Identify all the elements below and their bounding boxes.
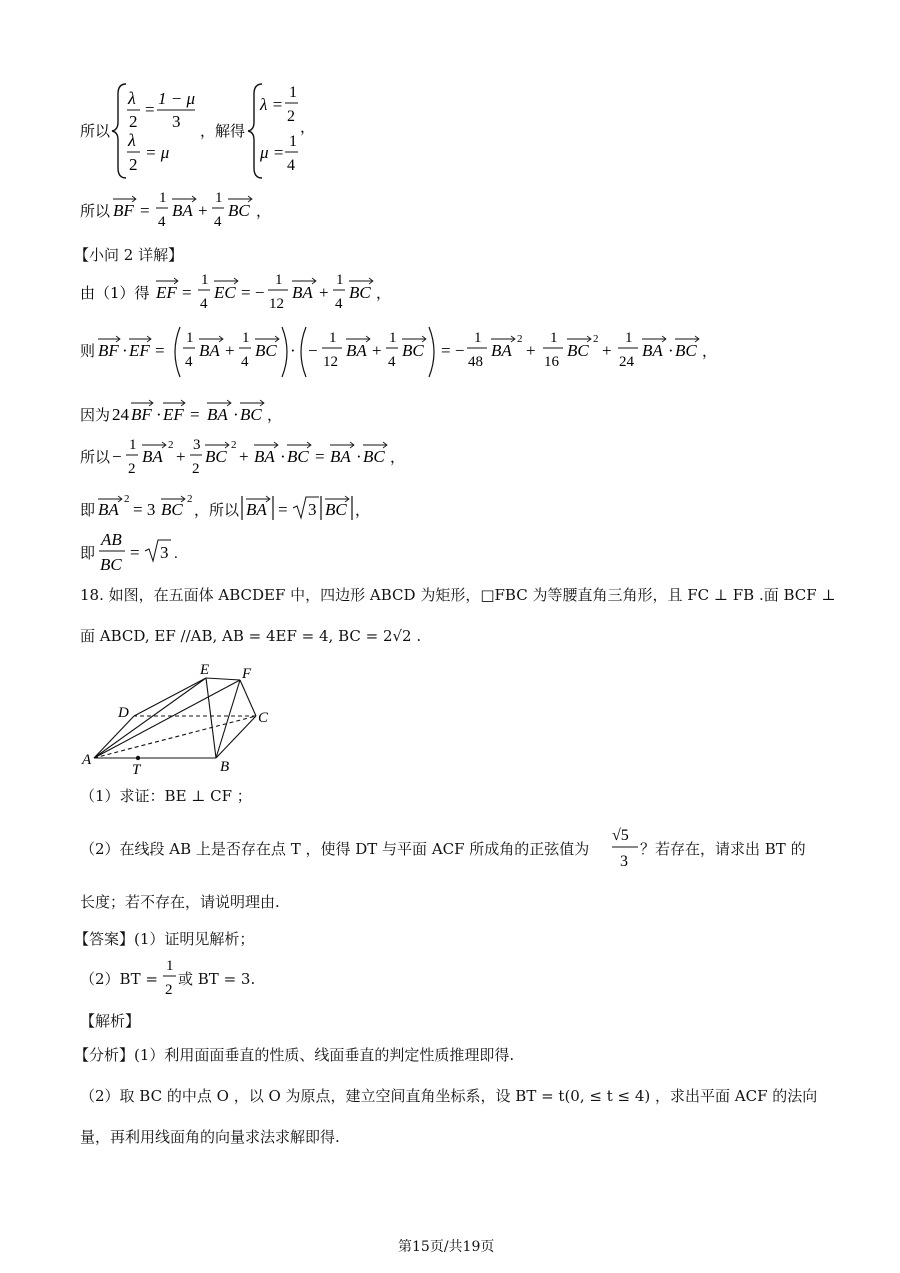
eq1-sol1-den: 2: [287, 108, 295, 125]
eq3-eq: =: [182, 283, 192, 302]
jiexi-header: 【解析】: [80, 1012, 141, 1030]
eq4-dot: ·: [122, 341, 128, 360]
answer-2-part-b: 或 BT = 3.: [178, 970, 256, 988]
eq2-plus: +: [198, 201, 208, 220]
eq2-v2: BA: [172, 201, 193, 220]
eq4-p1-n2: 1: [242, 330, 250, 346]
eq4-r-n3: 1: [625, 330, 633, 346]
question-2-part-a: （2）在线段 AB 上是否存在点 T ，使得 DT 与平面 ACF 所成角的正弦值为: [80, 840, 590, 858]
eq4-r-n1: 1: [474, 330, 482, 346]
answer-2-part-a: （2）BT =: [80, 970, 158, 988]
eq6-sq1: 2: [168, 439, 174, 451]
page-footer: 第15页/共19页: [398, 1239, 495, 1255]
point-t: [136, 756, 140, 760]
eq6-dot2: ·: [356, 447, 362, 466]
eq7-mid: ，所以: [194, 501, 240, 519]
question-2-part-b: ？若存在，请求出 BT 的: [640, 840, 806, 858]
eq4-suffix: ，: [702, 344, 718, 360]
q2-den: 3: [620, 853, 628, 870]
eq1-sol2-den: 4: [287, 157, 295, 174]
eq4-r-sq2: 2: [593, 333, 599, 345]
eq1-row1-rnum: 1 − μ: [158, 89, 196, 108]
eq2-v3: BC: [228, 201, 250, 220]
eq8-eq: =: [130, 543, 140, 562]
analysis-2: （2）取 BC 的中点 O ，以 O 为原点，建立空间直角坐标系，设 BT = t(0, ≤ t ≤ 4) ，求出平面 ACF 的法向: [80, 1087, 818, 1105]
eq6-v3: BA: [254, 447, 275, 466]
eq3-prefix: 由（1）得: [80, 284, 150, 302]
eq1-mid: ，解得: [200, 122, 246, 140]
eq4-p2-n1: 1: [329, 330, 337, 346]
eq1-row1-num: λ: [128, 88, 136, 108]
equation-ratio: [0, 530, 900, 580]
equation-dot-product: [0, 322, 900, 382]
eq4-r-v1: BA: [491, 341, 512, 360]
label-c: C: [258, 710, 269, 726]
eq5-coef: 24: [112, 405, 129, 424]
eq3-v2: EC: [214, 283, 236, 302]
eq2-d1: 4: [158, 214, 166, 230]
eq4-p2-d2: 4: [388, 354, 396, 370]
eq4-r-d2: 16: [544, 354, 559, 370]
eq1-sol2-lhs: μ =: [260, 143, 285, 162]
edge-ef: [206, 678, 240, 680]
sub2-header: 【小问 2 详解】: [74, 246, 184, 264]
eq7-eq2: =: [278, 500, 288, 519]
eq6-plus2: +: [239, 447, 249, 466]
label-t: T: [132, 762, 141, 778]
eq7-suffix: ，: [355, 503, 371, 519]
edge-da: [94, 716, 134, 758]
eq3-suffix: ，: [376, 286, 392, 302]
eq6-prefix: 所以: [80, 448, 111, 466]
eq5-eq: =: [190, 405, 200, 424]
eq5-dot2: ·: [233, 405, 239, 424]
eq7-eq: = 3: [133, 500, 156, 519]
eq5-prefix: 因为: [80, 406, 111, 424]
eq4-v1: BF: [98, 341, 119, 360]
eq4-r-dot: ·: [668, 341, 674, 360]
eq5-v3: BA: [207, 405, 228, 424]
ans2-num: 1: [166, 958, 174, 974]
eq3-v3: BA: [292, 283, 313, 302]
edge-be: [206, 678, 216, 758]
eq6-sq2: 2: [231, 439, 237, 451]
eq5-v2: EF: [163, 405, 184, 424]
eq3-v4: BC: [349, 283, 371, 302]
eq3-d2: 12: [269, 296, 284, 312]
label-a: A: [82, 752, 92, 768]
label-f: F: [242, 666, 252, 682]
eq7-v1: BA: [98, 500, 119, 519]
eq3-d3: 4: [335, 296, 343, 312]
eq7-v2: BC: [161, 500, 183, 519]
edge-af: [94, 680, 240, 758]
eq4-p2-v2: BC: [402, 341, 424, 360]
eq4-prefix: 则: [80, 342, 96, 360]
eq6-v1: BA: [142, 447, 163, 466]
eq4-p2-d1: 12: [323, 354, 338, 370]
eq1-row1-rden: 3: [172, 112, 181, 131]
eq3-d1: 4: [200, 296, 208, 312]
edge-bf: [216, 680, 240, 758]
eq4-r-plus1: +: [526, 341, 536, 360]
eq3-v1: EF: [156, 283, 177, 302]
eq4-p1-plus: +: [225, 341, 235, 360]
eq4-p1-d1: 4: [185, 354, 193, 370]
eq1-sol2-num: 1: [289, 133, 297, 150]
eq4-r-v2: BC: [567, 341, 589, 360]
eq2-n2: 1: [215, 190, 223, 206]
eq6-v4: BC: [287, 447, 309, 466]
eq6-v6: BC: [363, 447, 385, 466]
eq3-n2: 1: [275, 272, 283, 288]
eq6-eq: =: [315, 447, 325, 466]
problem-18-line1: 18. 如图，在五面体 ABCDEF 中，四边形 ABCD 为矩形，□FBC 为等腰直角三角形，且 FC ⊥ FB .面 BCF ⊥: [80, 586, 836, 604]
equation-ef: [0, 270, 900, 320]
eq4-r-v3: BA: [642, 341, 663, 360]
ans2-den: 2: [165, 982, 173, 998]
diag-ac-dashed: [94, 716, 256, 758]
eq7-v3: BA: [246, 500, 267, 519]
q2-num: √5: [612, 827, 629, 844]
eq2-suffix: ，: [256, 204, 272, 220]
eq4-p1-d2: 4: [241, 354, 249, 370]
eq8-den: BC: [100, 555, 122, 574]
eq1-prefix: 所以: [80, 122, 111, 140]
eq4-eq: =: [155, 341, 165, 360]
label-e: E: [200, 662, 210, 678]
eq4-r-plus2: +: [602, 341, 612, 360]
eq2-d2: 4: [214, 214, 222, 230]
eq1-row2-den: 2: [129, 155, 138, 174]
analysis-1: 【分析】(1）利用面面垂直的性质、线面垂直的判定性质推理即得.: [74, 1046, 515, 1064]
eq5-dot: ·: [156, 405, 162, 424]
eq7-sq1: 2: [124, 493, 130, 505]
question-1: （1）求证：BE ⊥ CF ；: [80, 787, 252, 805]
eq7-sqrt3: 3: [308, 500, 317, 519]
eq4-r-n2: 1: [550, 330, 558, 346]
eq3-n3: 1: [336, 272, 344, 288]
equation-half: [0, 432, 900, 486]
eq7-prefix: 即: [80, 501, 96, 519]
eq4-p2-n2: 1: [389, 330, 397, 346]
eq8-num: AB: [101, 530, 122, 549]
eq3-n1: 1: [201, 272, 209, 288]
eq4-r-sq1: 2: [517, 333, 523, 345]
eq8-suffix: .: [174, 546, 178, 562]
left-brace: [112, 84, 126, 178]
eq6-d1: 2: [128, 461, 136, 477]
eq4-p2-minus: −: [308, 341, 318, 360]
eq6-plus1: +: [176, 447, 186, 466]
equation-24: [0, 396, 900, 432]
eq4-p1-n1: 1: [186, 330, 194, 346]
eq1-row1-den: 2: [129, 112, 138, 131]
eq2-v1: BF: [113, 201, 134, 220]
eq6-minus: −: [112, 447, 122, 466]
eq6-suffix: ，: [390, 450, 406, 466]
eq1-row2-num: λ: [128, 130, 136, 150]
eq5-v4: BC: [240, 405, 262, 424]
analysis-3: 量，再利用线面角的向量求法求解即得.: [80, 1128, 340, 1146]
equation-bf: [0, 188, 900, 238]
eq8-prefix: 即: [80, 544, 96, 562]
eq4-r-v4: BC: [675, 341, 697, 360]
eq7-v4: BC: [325, 500, 347, 519]
equation-ba-squared: [0, 490, 900, 530]
eq4-p1-v1: BA: [199, 341, 220, 360]
equation-system-lambda-mu: [0, 0, 900, 190]
eq4-r-eq: = −: [441, 341, 465, 360]
label-b: B: [220, 759, 230, 775]
label-d: D: [118, 705, 129, 721]
eq7-sq2: 2: [187, 493, 193, 505]
eq4-p2-v1: BA: [346, 341, 367, 360]
edge-cf: [240, 680, 256, 716]
eq6-d2: 2: [192, 461, 200, 477]
edge-ae: [94, 678, 206, 758]
eq6-v5: BA: [330, 447, 351, 466]
eq4-v2: EF: [129, 341, 150, 360]
eq4-p1-v2: BC: [255, 341, 277, 360]
eq8-rad: 3: [160, 543, 169, 562]
question-2-cont: 长度；若不存在，请说明理由.: [80, 893, 280, 911]
eq2-n1: 1: [159, 190, 167, 206]
eq2-eq: =: [140, 201, 150, 220]
fraction-one-half: [160, 953, 180, 1001]
pentahedron-figure: [78, 658, 278, 778]
eq4-dot-middle: ·: [290, 341, 296, 360]
eq3-plus: +: [319, 283, 329, 302]
eq2-prefix: 所以: [80, 202, 111, 220]
eq6-v2: BC: [205, 447, 227, 466]
answer-1: 【答案】(1）证明见解析；: [74, 930, 255, 948]
eq5-v1: BF: [131, 405, 152, 424]
eq6-dot: ·: [280, 447, 286, 466]
edge-de: [134, 678, 206, 716]
eq4-p2-plus: +: [372, 341, 382, 360]
eq6-n2: 3: [193, 437, 201, 453]
eq3-eq2: = −: [241, 283, 265, 302]
eq4-r-d1: 48: [468, 354, 483, 370]
eq1-suffix: ，: [300, 120, 316, 136]
eq6-n1: 1: [129, 437, 137, 453]
eq1-row1-eq: =: [145, 100, 155, 119]
eq1-row2-rhs: = μ: [145, 143, 170, 162]
eq1-sol1-num: 1: [289, 84, 297, 101]
eq1-sol1-lhs: λ =: [260, 95, 284, 114]
eq4-r-d3: 24: [619, 354, 634, 370]
fraction-sqrt5-over-3: [610, 820, 640, 872]
problem-18-line2: 面 ABCD, EF //AB, AB = 4EF = 4, BC = 2√2 .: [80, 627, 422, 645]
eq5-suffix: ，: [267, 408, 283, 424]
